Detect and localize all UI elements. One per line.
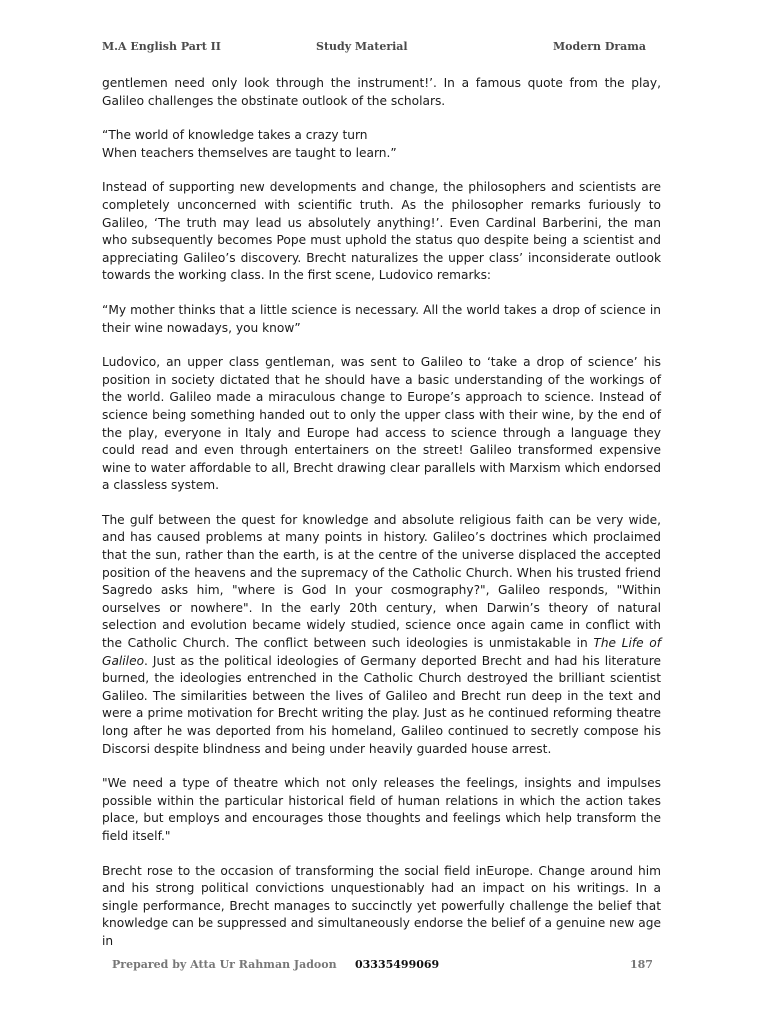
- quote-line-1: “The world of knowledge takes a crazy turn: [102, 128, 368, 143]
- paragraph-5: Brecht rose to the occasion of transforming the social field inEurope. Change around him and his strong political convictions unquestionably had an impact on his writings. In a single performance, Brecht manages to succinctly yet powerfully challenge the belief that knowledge can be suppressed and simultaneously endorse the belief of a genuine new age in: [102, 863, 661, 948]
- paragraph-4: [102, 512, 661, 758]
- paragraph-4-part-a: The gulf between the quest for knowledge and absolute religious faith can be very wide, and has caused problems at many points in history. Galileo’s doctrines which proclaimed that the sun, rather than the earth, is at the centre of the universe displaced the accepted position of the heavens and the supremacy of the Catholic Church. When his trusted friend Sagredo asks him, "where is God In your cosmography?", Galileo responds, "Within ourselves or nowhere". In the early 20th century, when Darwin’s theory of natural selection and evolution became widely studied, science once again came in conflict with the Catholic Church. The conflict between such ideologies is unmistakable in: [102, 512, 661, 651]
- page-number: 187: [630, 958, 653, 971]
- paragraph-1: gentlemen need only look through the instrument!’. In a famous quote from the play, Galileo challenges the obstinate outlook of the scholars.: [102, 76, 661, 108]
- footer-author: Prepared by Atta Ur Rahman Jadoon: [112, 958, 337, 971]
- header-material: Study Material: [316, 40, 408, 53]
- paragraph-2: Instead of supporting new developments and change, the philosophers and scientists are completely unconcerned with scientific truth. As the philosopher remarks furiously to Galileo, ‘The truth may lead us absolutely anything!’. Even Cardinal Barberini, the man who subsequently becomes Pope must uphold the status quo despite being a scientist and appreciating Galileo’s discovery. Brecht naturalizes the upper class’ inconsiderate outlook towards the working class. In the first scene, Ludovico remarks:: [102, 180, 661, 283]
- play-title: The Life of Galileo: [102, 636, 661, 668]
- page-footer: [0, 958, 768, 974]
- page-header: [0, 40, 768, 56]
- paragraph-3: Ludovico, an upper class gentleman, was sent to Galileo to ‘take a drop of science’ his position in society dictated that he should have a basic understanding of the workings of the world. Galileo made a miraculous change to Europe’s approach to science. Instead of science being something handed out to only the upper class with their wine, by the end of the play, everyone in Italy and Europe had access to science through a language they could read and even through entertainers on the street! Galileo transformed expensive wine to water affordable to all, Brecht drawing clear parallels with Marxism which endorsed a classless system.: [102, 355, 661, 493]
- paragraph-4-part-b: . Just as the political ideologies of Germany deported Brecht and had his literature burned, the ideologies entrenched in the Catholic Church destroyed the brilliant scientist Galileo. The similarities between the lives of Galileo and Brecht run deep in the text and were a prime motivation for Brecht writing the play. Just as he continued reforming theatre long after he was deported from his homeland, Galileo continued to secretly compose his Discorsi despite blindness and being under heavily guarded house arrest.: [102, 653, 661, 756]
- quote-world-of-knowledge: [102, 127, 661, 162]
- header-subject: Modern Drama: [553, 40, 647, 53]
- quote-line-2: When teachers themselves are taught to learn.”: [102, 145, 397, 160]
- header-course: M.A English Part II: [102, 40, 221, 53]
- footer-phone: 03335499069: [355, 958, 440, 971]
- quote-brecht-theatre: "We need a type of theatre which not only releases the feelings, insights and impulses possible within the particular historical field of human relations in which the action takes place, but employs and encourages those thoughts and feelings which help transform the field itself.": [102, 776, 661, 843]
- page-body: [102, 75, 661, 968]
- quote-ludovico: “My mother thinks that a little science is necessary. All the world takes a drop of science in their wine nowadays, you know”: [102, 302, 661, 335]
